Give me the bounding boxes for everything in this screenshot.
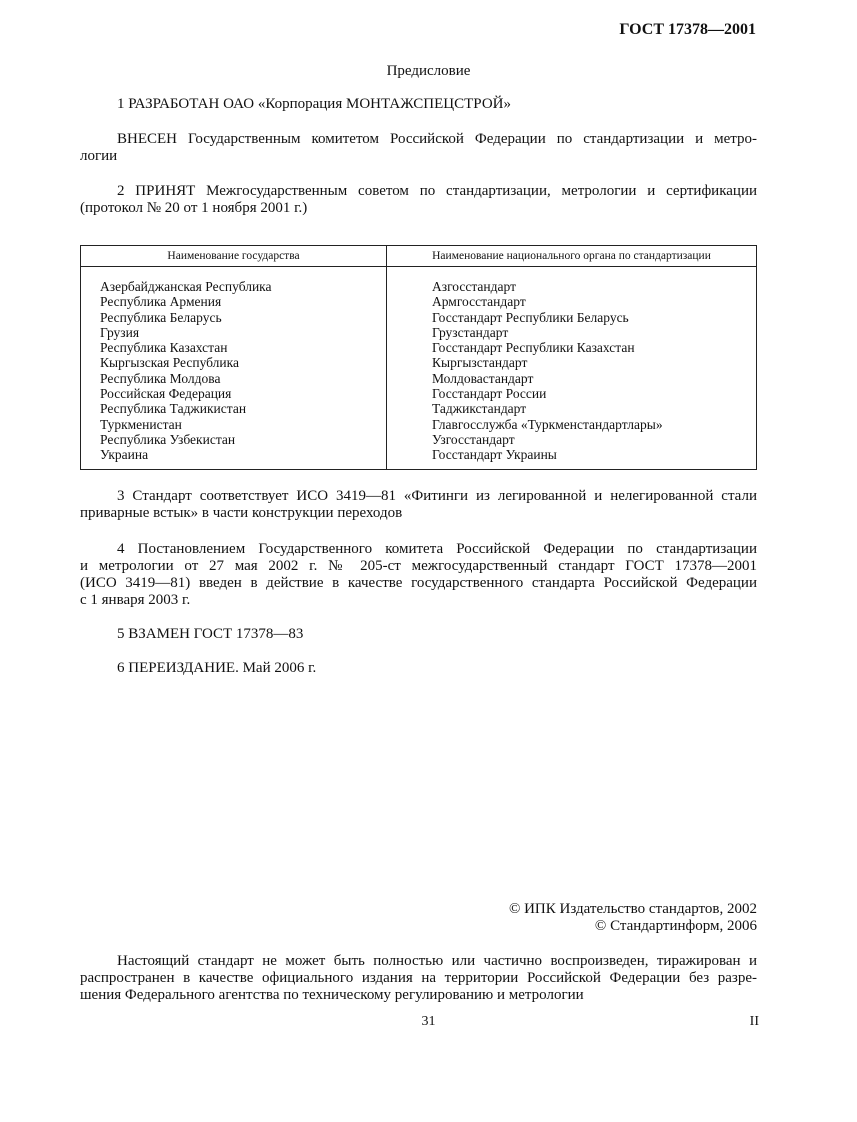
reproduction-notice <box>80 953 757 1004</box>
item-replacement <box>80 626 757 643</box>
item-resolution-line-2: и метрологии от 27 мая 2002 г. № 205-ст межгосударственный стандарт ГОСТ 17378—2001 <box>80 558 757 574</box>
states-column <box>81 267 387 470</box>
item-developed-text: 1 РАЗРАБОТАН ОАО «Корпорация МОНТАЖСПЕЦСТРОЙ» <box>117 96 511 112</box>
item-resolution-line-1: 4 Постановлением Государственного комитета Российской Федерации по стандартизации <box>117 541 757 557</box>
bodies-column <box>387 267 757 470</box>
list-item: Республика Армения <box>100 294 222 310</box>
item-reissue <box>80 660 757 677</box>
item-conformity <box>80 488 757 522</box>
list-item: Республика Таджикистан <box>100 401 247 417</box>
table-header-body: Наименование национального органа по стандартизации <box>387 246 757 267</box>
list-item: Республика Беларусь <box>100 309 222 325</box>
item-developed <box>80 96 757 113</box>
list-item: Госстандарт Республики Казахстан <box>432 340 635 356</box>
list-item: Молдовастандарт <box>432 370 534 386</box>
list-item: Республика Молдова <box>100 370 221 386</box>
list-item: Азербайджанская Республика <box>100 279 272 294</box>
page-number: 31 <box>421 1014 436 1029</box>
notice-line-3: шения Федерального агентства по техническому регулированию и метрологии <box>80 987 584 1003</box>
list-item: Армгосстандарт <box>432 294 526 310</box>
item-adopted-line-1: 2 ПРИНЯТ Межгосударственным советом по стандартизации, метрологии и сертификации <box>117 183 757 199</box>
item-submitted <box>80 131 757 165</box>
list-item: Туркменистан <box>100 416 182 432</box>
list-item: Главгосслужба «Туркменстандартлары» <box>432 416 663 432</box>
item-resolution-line-3: (ИСО 3419—81) введен в действие в качестве государственного стандарта Российской Федерации <box>80 575 757 591</box>
list-item: Кыргызстандарт <box>432 355 528 371</box>
list-item: Узгосстандарт <box>432 431 515 447</box>
list-item: Украина <box>100 447 149 463</box>
item-conformity-line-1: 3 Стандарт соответствует ИСО 3419—81 «Фитинги из легированной и нелегированной стали <box>117 488 757 504</box>
item-resolution-line-4: с 1 января 2003 г. <box>80 592 191 608</box>
item-replacement-text: 5 ВЗАМЕН ГОСТ 17378—83 <box>117 626 304 642</box>
item-adopted-line-2: (протокол № 20 от 1 ноября 2001 г.) <box>80 200 308 216</box>
copyright-publisher: © ИПК Издательство стандартов, 2002 <box>508 901 757 917</box>
states-table <box>80 245 757 470</box>
list-item: Госстандарт России <box>432 386 547 402</box>
list-item: Республика Казахстан <box>100 340 228 356</box>
list-item: Кыргызская Республика <box>100 355 239 371</box>
list-item: Российская Федерация <box>100 386 232 402</box>
item-adopted <box>80 183 757 217</box>
list-item: Грузия <box>100 324 140 340</box>
notice-line-2: распространен в качестве официального издания на территории Российской Федерации без разре- <box>80 970 757 986</box>
item-reissue-text: 6 ПЕРЕИЗДАНИЕ. Май 2006 г. <box>117 660 317 676</box>
item-resolution <box>80 541 757 609</box>
list-item: Госстандарт Украины <box>432 447 557 463</box>
list-item: Грузстандарт <box>432 324 509 340</box>
table-body-row <box>81 267 757 470</box>
table-header-state: Наименование государства <box>81 246 387 267</box>
roman-page-number: II <box>749 1014 759 1029</box>
table-header-row <box>81 246 757 267</box>
item-submitted-line-2: логии <box>80 148 118 164</box>
copyright-standartinform: © Стандартинформ, 2006 <box>594 918 757 934</box>
document-code: ГОСТ 17378—2001 <box>619 21 756 38</box>
list-item: Госстандарт Республики Беларусь <box>432 309 629 325</box>
page-title: Предисловие <box>386 63 471 79</box>
bodies-list <box>387 267 756 463</box>
list-item: Таджикстандарт <box>432 401 527 417</box>
list-item: Азгосстандарт <box>432 279 516 294</box>
item-conformity-line-2: приварные встык» в части конструкции переходов <box>80 505 403 521</box>
notice-line-1: Настоящий стандарт не может быть полностью или частично воспроизведен, тиражирован и <box>117 953 757 969</box>
states-list <box>81 267 386 463</box>
item-submitted-line-1: ВНЕСЕН Государственным комитетом Российской Федерации по стандартизации и метро- <box>117 131 757 147</box>
list-item: Республика Узбекистан <box>100 431 236 447</box>
